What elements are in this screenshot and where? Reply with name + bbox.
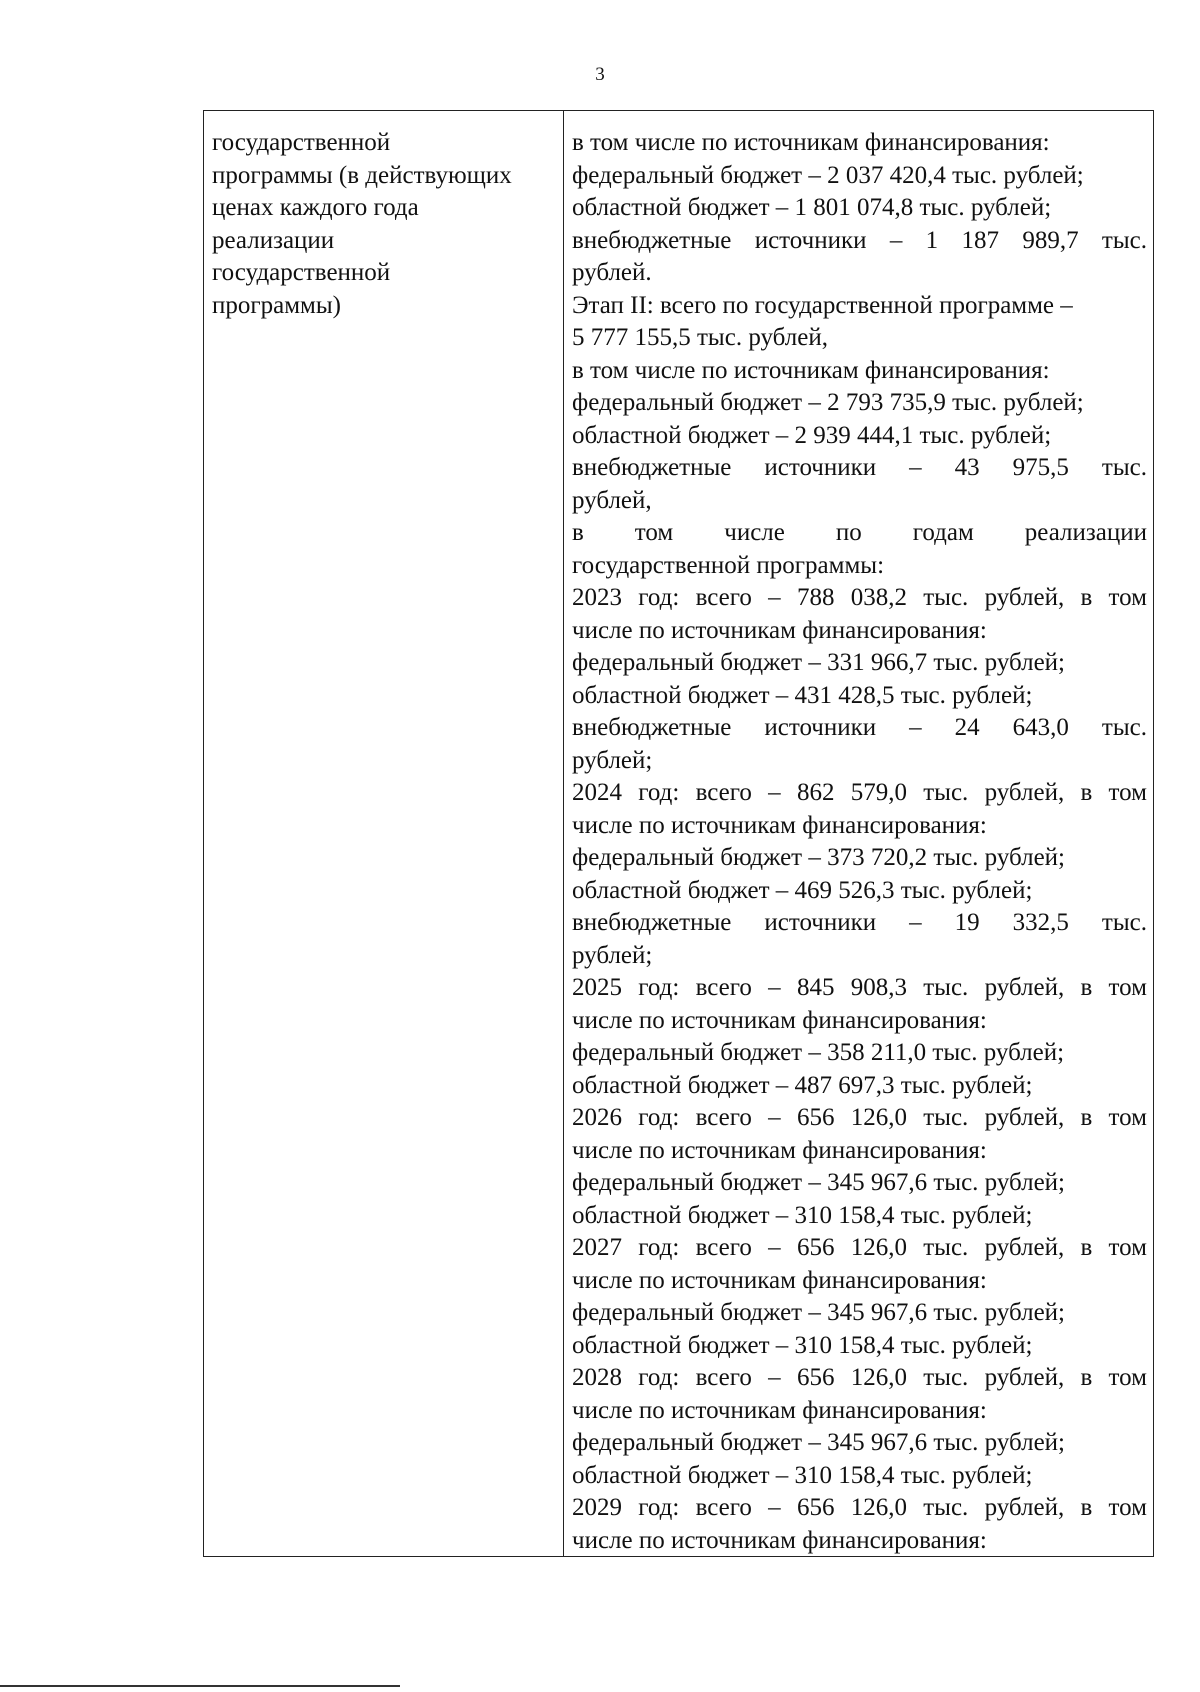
left-cell-line: реализации — [212, 226, 335, 254]
right-cell-line: областной бюджет – 431 428,5 тыс. рублей; — [572, 681, 1033, 709]
right-cell-line: в том числе по источникам финансирования: — [572, 356, 1050, 384]
right-cell-line: рублей; — [572, 941, 653, 969]
right-cell-line: областной бюджет – 1 801 074,8 тыс. рублей; — [572, 194, 1052, 221]
table-right-cell — [564, 111, 1153, 1556]
right-cell-line: внебюджетные источники – 19 332,5 тыс. — [572, 909, 1147, 936]
left-cell-line: ценах каждого года — [212, 194, 419, 221]
right-cell-line: 5 777 155,5 тыс. рублей, — [572, 324, 828, 351]
right-cell-line: числе по источникам финансирования: — [572, 616, 987, 644]
right-cell-line: областной бюджет – 487 697,3 тыс. рублей; — [572, 1071, 1033, 1099]
right-cell-line: числе по источникам финансирования: — [572, 1006, 987, 1034]
right-cell-line: федеральный бюджет – 2 793 735,9 тыс. рублей; — [572, 389, 1084, 416]
right-cell-line: рублей, — [572, 486, 652, 514]
right-cell-line: 2025 год: всего – 845 908,3 тыс. рублей, в том — [572, 974, 1147, 1001]
bottom-rule — [0, 1685, 400, 1687]
right-cell-line: 2027 год: всего – 656 126,0 тыс. рублей, в том — [572, 1234, 1147, 1261]
right-cell-line: федеральный бюджет – 2 037 420,4 тыс. рублей; — [572, 161, 1084, 189]
right-cell-line: федеральный бюджет – 358 211,0 тыс. рублей; — [572, 1039, 1065, 1066]
right-cell-line: 2029 год: всего – 656 126,0 тыс. рублей, в том — [572, 1494, 1147, 1521]
right-cell-line: федеральный бюджет – 345 967,6 тыс. рублей; — [572, 1429, 1065, 1456]
right-cell-line: федеральный бюджет – 373 720,2 тыс. рублей; — [572, 844, 1065, 871]
right-cell-line: областной бюджет – 469 526,3 тыс. рублей; — [572, 876, 1033, 904]
right-cell-line: внебюджетные источники – 1 187 989,7 тыс. — [572, 226, 1147, 254]
right-cell-line: внебюджетные источники – 24 643,0 тыс. — [572, 714, 1147, 741]
left-cell-line: программы (в действующих — [212, 161, 512, 189]
left-cell-line: государственной — [212, 259, 391, 286]
right-cell-line: числе по источникам финансирования: — [572, 1266, 987, 1294]
table-left-cell — [204, 111, 564, 1556]
left-cell-line: государственной — [212, 129, 391, 156]
right-cell-line: областной бюджет – 310 158,4 тыс. рублей; — [572, 1201, 1033, 1229]
right-cell-line: числе по источникам финансирования: — [572, 811, 987, 839]
right-cell-line: Этап II: всего по государственной программе – — [572, 291, 1073, 319]
page-number: 3 — [595, 64, 605, 85]
right-cell-line: федеральный бюджет – 345 967,6 тыс. рублей; — [572, 1169, 1065, 1196]
right-cell-line: числе по источникам финансирования: — [572, 1136, 987, 1164]
right-cell-line: рублей. — [572, 259, 652, 286]
right-cell-line: областной бюджет – 310 158,4 тыс. рублей; — [572, 1461, 1033, 1489]
right-cell-line: областной бюджет – 2 939 444,1 тыс. рублей; — [572, 421, 1052, 449]
right-cell-line: 2026 год: всего – 656 126,0 тыс. рублей, в том — [572, 1104, 1147, 1131]
right-cell-line: числе по источникам финансирования: — [572, 1396, 987, 1424]
right-cell-line: внебюджетные источники – 43 975,5 тыс. — [572, 454, 1147, 481]
right-cell-line: 2024 год: всего – 862 579,0 тыс. рублей, в том — [572, 779, 1147, 806]
right-cell-line: федеральный бюджет – 331 966,7 тыс. рублей; — [572, 649, 1065, 676]
right-cell-line: числе по источникам финансирования: — [572, 1526, 987, 1554]
right-cell-line: 2023 год: всего – 788 038,2 тыс. рублей, в том — [572, 584, 1147, 611]
right-cell-line: областной бюджет – 310 158,4 тыс. рублей; — [572, 1331, 1033, 1359]
right-cell-line: в том числе по источникам финансирования: — [572, 129, 1050, 156]
right-cell-line: рублей; — [572, 746, 653, 774]
right-cell-line: в том числе по годам реализации — [572, 519, 1147, 546]
right-cell-line: государственной программы: — [572, 551, 885, 579]
program-financing-table — [203, 110, 1154, 1557]
right-cell-line: 2028 год: всего – 656 126,0 тыс. рублей, в том — [572, 1364, 1147, 1391]
left-cell-line: программы) — [212, 291, 341, 319]
right-cell-line: федеральный бюджет – 345 967,6 тыс. рублей; — [572, 1299, 1065, 1326]
